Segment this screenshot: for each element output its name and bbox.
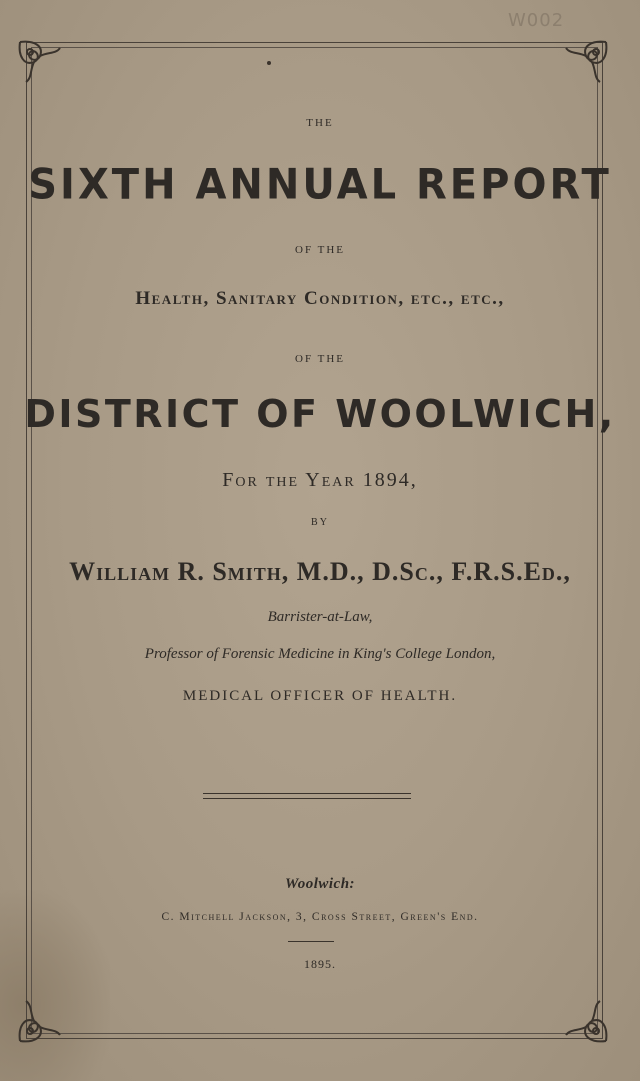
district-name: DISTRICT OF WOOLWICH,: [24, 392, 616, 436]
archive-code: W002: [508, 10, 565, 31]
short-rule-divider: [288, 941, 334, 942]
by-line: BY: [311, 517, 329, 528]
connector-of-the-2: OF THE: [295, 353, 345, 365]
author-name: William R. Smith, M.D., D.Sc., F.R.S.Ed.,: [69, 557, 571, 586]
report-subject: Health, Sanitary Condition, etc., etc.,: [135, 288, 505, 309]
author-office: MEDICAL OFFICER OF HEALTH.: [182, 688, 458, 704]
corner-ornament-icon: [14, 36, 66, 88]
report-title: SIXTH ANNUAL REPORT: [28, 160, 612, 210]
corner-ornament-icon: [14, 995, 66, 1047]
connector-of-the-1: OF THE: [295, 244, 345, 256]
imprint-printer: C. Mitchell Jackson, 3, Cross Street, Green's End.: [161, 911, 479, 923]
report-year: For the Year 1894,: [222, 469, 418, 491]
corner-ornament-icon: [560, 995, 612, 1047]
double-rule-divider: [203, 793, 411, 799]
title-article: THE: [306, 117, 334, 129]
author-credential: Barrister-at-Law,: [267, 609, 373, 625]
imprint-year: 1895.: [304, 957, 336, 971]
ink-dot: [267, 61, 271, 65]
corner-ornament-icon: [560, 36, 612, 88]
imprint-place: Woolwich:: [284, 876, 356, 892]
author-position: Professor of Forensic Medicine in King's College London,: [144, 646, 496, 662]
